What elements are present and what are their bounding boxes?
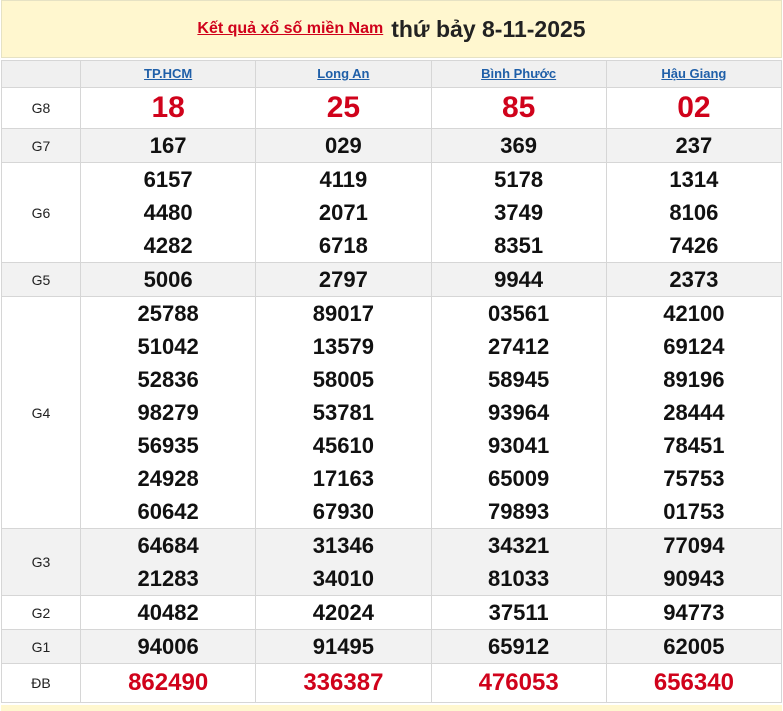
result-number: 27412	[488, 334, 550, 359]
prize-label: G7	[2, 129, 81, 163]
result-cell	[81, 664, 256, 703]
result-number: 6718	[318, 233, 368, 258]
result-cell	[431, 263, 606, 297]
result-number: 369	[500, 133, 537, 158]
result-number: 65912	[488, 634, 550, 659]
prize-label: G5	[2, 263, 81, 297]
province-header	[606, 61, 781, 88]
lottery-results-panel	[1, 0, 782, 711]
result-cell	[256, 596, 431, 630]
result-number: 31346	[312, 533, 374, 558]
prize-row	[2, 88, 782, 129]
prize-row	[2, 163, 782, 263]
province-link[interactable]: TP.HCM	[144, 66, 193, 81]
result-number: 56935	[137, 433, 199, 458]
result-number: 64684	[137, 533, 199, 558]
result-cell	[256, 163, 431, 263]
header-corner-cell	[2, 61, 81, 88]
result-number: 81033	[488, 566, 550, 591]
result-number: 7426	[669, 233, 719, 258]
result-number: 02	[677, 91, 711, 124]
draw-date-title: thứ bảy 8-11-2025	[391, 15, 586, 42]
result-number: 167	[149, 133, 187, 158]
result-cell	[431, 529, 606, 596]
result-number: 58945	[488, 367, 550, 392]
result-cell	[81, 129, 256, 163]
result-number: 656340	[653, 669, 734, 696]
result-cell	[81, 529, 256, 596]
result-number: 90943	[663, 566, 725, 591]
result-cell	[81, 163, 256, 263]
result-number: 94006	[137, 634, 199, 659]
prize-label: ĐB	[2, 664, 81, 703]
result-number: 3749	[494, 200, 544, 225]
province-link[interactable]: Hậu Giang	[661, 66, 727, 81]
province-header-row	[2, 61, 782, 88]
footer-strip	[1, 705, 782, 711]
result-number: 24928	[137, 466, 199, 491]
prize-row	[2, 263, 782, 297]
result-number: 53781	[312, 400, 374, 425]
result-cell	[256, 529, 431, 596]
result-number: 1314	[669, 167, 719, 192]
results-table	[1, 60, 782, 703]
result-number: 8351	[494, 233, 544, 258]
prize-label: G8	[2, 88, 81, 129]
result-number: 75753	[663, 466, 725, 491]
result-number: 18	[151, 91, 185, 124]
result-cell	[256, 88, 431, 129]
result-number: 336387	[303, 669, 384, 696]
result-number: 28444	[663, 400, 725, 425]
result-number: 6157	[143, 167, 193, 192]
result-cell	[256, 129, 431, 163]
result-cell	[606, 630, 781, 664]
result-number: 98279	[137, 400, 199, 425]
result-number: 37511	[488, 600, 549, 625]
result-cell	[606, 263, 781, 297]
result-number: 03561	[488, 301, 550, 326]
province-header	[256, 61, 431, 88]
result-number: 4480	[143, 200, 193, 225]
result-number: 67930	[312, 499, 374, 524]
result-number: 17163	[312, 466, 374, 491]
province-link[interactable]: Long An	[317, 66, 370, 81]
result-cell	[81, 88, 256, 129]
result-cell	[431, 297, 606, 529]
region-results-link[interactable]: Kết quả xổ số miền Nam	[197, 20, 384, 37]
result-cell	[81, 263, 256, 297]
result-number: 42100	[663, 301, 725, 326]
result-cell	[81, 596, 256, 630]
result-cell	[606, 129, 781, 163]
results-title-bar	[1, 0, 782, 58]
result-number: 51042	[137, 334, 199, 359]
prize-label: G4	[2, 297, 81, 529]
result-number: 4282	[143, 233, 193, 258]
result-number: 94773	[663, 600, 725, 625]
result-number: 029	[325, 133, 362, 158]
result-number: 40482	[137, 600, 199, 625]
province-header	[431, 61, 606, 88]
result-number: 4119	[319, 167, 368, 192]
province-link[interactable]: Bình Phước	[481, 66, 557, 81]
result-number: 89017	[312, 301, 374, 326]
result-number: 01753	[663, 499, 725, 524]
result-cell	[256, 664, 431, 703]
result-number: 476053	[478, 669, 559, 696]
result-cell	[606, 596, 781, 630]
result-cell	[256, 297, 431, 529]
result-number: 52836	[137, 367, 199, 392]
result-number: 2373	[669, 267, 719, 292]
result-cell	[81, 297, 256, 529]
result-number: 78451	[663, 433, 725, 458]
result-number: 79893	[488, 499, 550, 524]
result-number: 2071	[318, 200, 368, 225]
result-number: 89196	[663, 367, 725, 392]
result-number: 9944	[494, 267, 544, 292]
result-number: 65009	[488, 466, 550, 491]
result-cell	[256, 263, 431, 297]
result-number: 85	[501, 91, 536, 124]
result-cell	[431, 596, 606, 630]
result-number: 93964	[488, 400, 550, 425]
prize-row	[2, 596, 782, 630]
result-number: 62005	[663, 634, 725, 659]
result-number: 77094	[663, 533, 725, 558]
result-number: 58005	[312, 367, 374, 392]
result-number: 34321	[488, 533, 550, 558]
result-number: 25	[326, 91, 361, 124]
result-number: 45610	[312, 433, 374, 458]
result-cell	[431, 88, 606, 129]
result-number: 91495	[312, 634, 374, 659]
result-number: 93041	[488, 433, 550, 458]
result-number: 5178	[494, 167, 544, 192]
result-number: 21283	[137, 566, 199, 591]
result-cell	[431, 664, 606, 703]
result-number: 862490	[128, 669, 209, 696]
prize-row	[2, 297, 782, 529]
result-number: 2797	[318, 267, 368, 292]
result-cell	[606, 297, 781, 529]
result-number: 5006	[143, 267, 193, 292]
result-number: 34010	[312, 566, 374, 591]
result-cell	[606, 88, 781, 129]
result-cell	[256, 630, 431, 664]
result-number: 237	[675, 133, 713, 158]
result-number: 13579	[312, 334, 374, 359]
result-cell	[606, 529, 781, 596]
result-cell	[431, 163, 606, 263]
result-number: 69124	[663, 334, 725, 359]
prize-label: G1	[2, 630, 81, 664]
prize-label: G3	[2, 529, 81, 596]
result-number: 25788	[137, 301, 199, 326]
result-number: 60642	[137, 499, 199, 524]
prize-row	[2, 529, 782, 596]
result-cell	[431, 129, 606, 163]
prize-row	[2, 630, 782, 664]
result-cell	[81, 630, 256, 664]
prize-row	[2, 664, 782, 703]
result-number: 42024	[312, 600, 374, 625]
prize-label: G6	[2, 163, 81, 263]
result-cell	[431, 630, 606, 664]
prize-label: G2	[2, 596, 81, 630]
result-cell	[606, 163, 781, 263]
province-header	[81, 61, 256, 88]
prize-row	[2, 129, 782, 163]
result-number: 8106	[669, 200, 719, 225]
result-cell	[606, 664, 781, 703]
